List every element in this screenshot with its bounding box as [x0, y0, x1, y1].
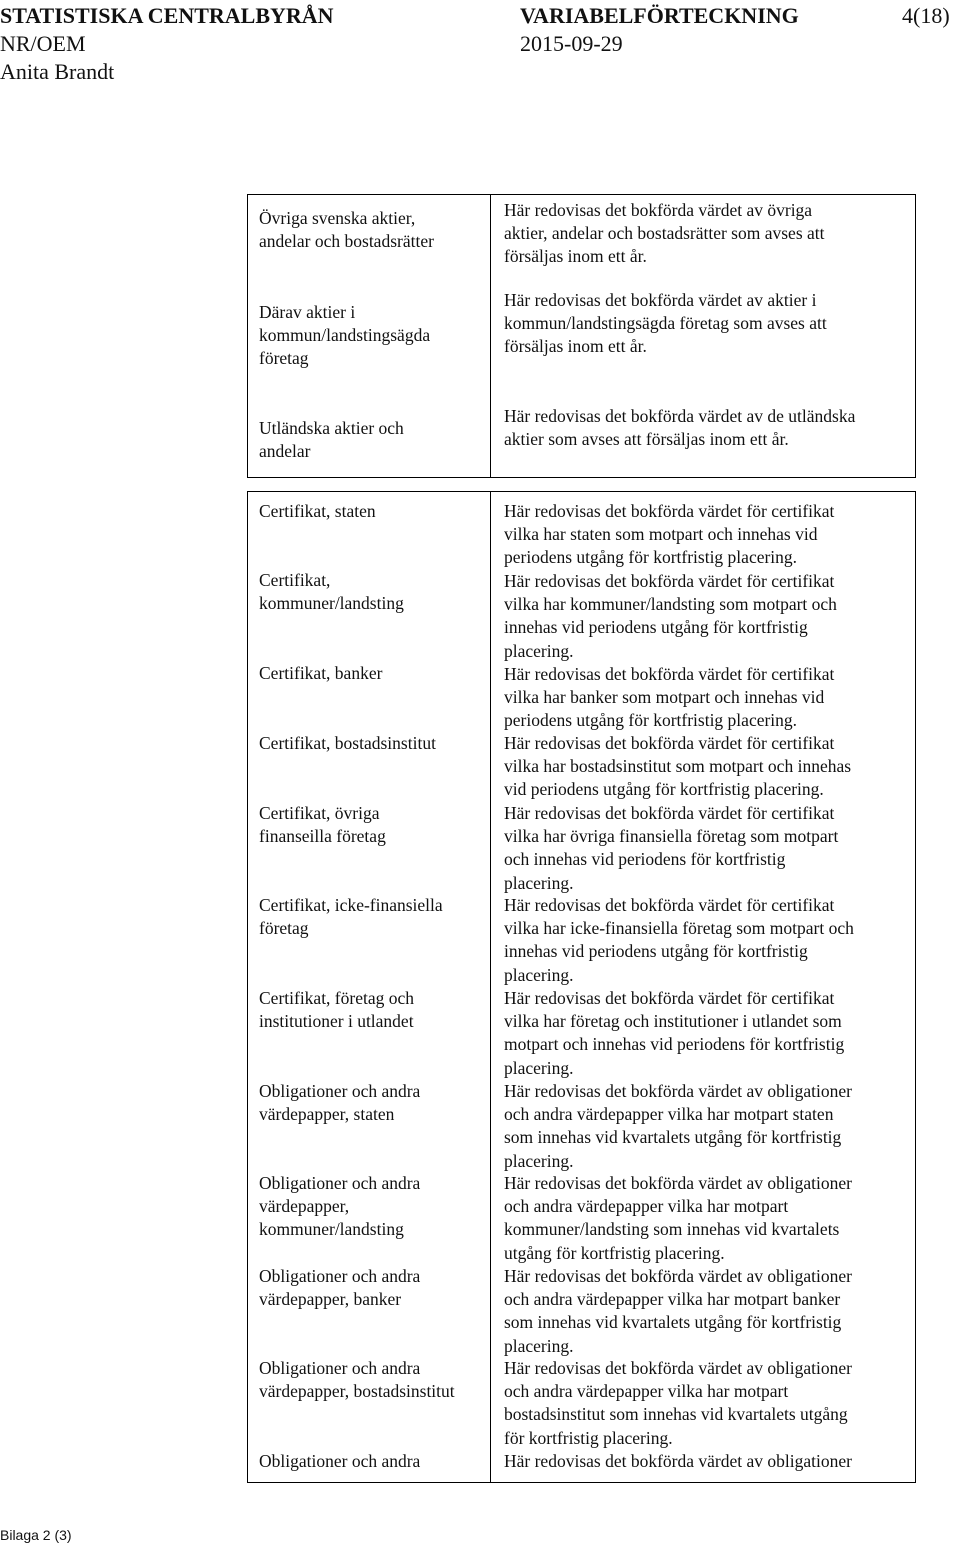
organization-name: STATISTISKA CENTRALBYRÅN [0, 3, 334, 28]
term-cell: Obligationer och andra [259, 1451, 421, 1471]
term-cell: Certifikat, staten [259, 501, 376, 521]
document-date: 2015-09-29 [520, 31, 623, 56]
term-cell: Därav aktier i kommun/landstingsägda företag [259, 302, 431, 369]
term-cell: Obligationer och andra värdepapper, bostadsinstitut [259, 1358, 455, 1402]
description-cell: Här redovisas det bokförda värdet av obligationer [504, 1451, 852, 1471]
description-cell: Här redovisas det bokförda värdet för certifikat vilka har icke-finansiella företag som motpart och innehas vid periodens utgång för kortfristig placering. [504, 895, 854, 985]
description-cell: Här redovisas det bokförda värdet av aktier i kommun/landstingsägda företag som avses att försäljas inom ett år. [504, 290, 827, 357]
department: NR/OEM [0, 31, 86, 56]
description-cell: Här redovisas det bokförda värdet av de utländska aktier som avses att försäljas inom ett år. [504, 406, 856, 450]
document-title: VARIABELFÖRTECKNING [520, 3, 799, 28]
page-header [0, 0, 960, 90]
description-cell: Här redovisas det bokförda värdet av obligationer och andra värdepapper vilka har motpart banker som innehas vid kvartalets utgång för kortfristig placering. [504, 1266, 852, 1356]
column-divider [490, 492, 491, 1482]
description-cell: Här redovisas det bokförda värdet av obligationer och andra värdepapper vilka har motpart bostadsinstitut som innehas vid kvartalets utgång för kortfristig placering. [504, 1358, 852, 1448]
description-cell: Här redovisas det bokförda värdet för certifikat vilka har banker som motpart och innehas vid periodens utgång för kortfristig placering. [504, 664, 835, 731]
term-cell: Certifikat, kommuner/landsting [259, 570, 404, 614]
term-cell: Certifikat, bostadsinstitut [259, 733, 436, 753]
description-cell: Här redovisas det bokförda värdet av övriga aktier, andelar och bostadsrätter som avses att försäljas inom ett år. [504, 200, 825, 267]
term-cell: Utländska aktier och andelar [259, 418, 404, 462]
term-cell: Certifikat, övriga finanseilla företag [259, 803, 386, 847]
description-cell: Här redovisas det bokförda värdet för certifikat vilka har kommuner/landsting som motpart och innehas vid periodens utgång för kortfristig placering. [504, 571, 837, 661]
description-cell: Här redovisas det bokförda värdet av obligationer och andra värdepapper vilka har motpart kommuner/landsting som innehas vid kvartalets utgång för kortfristig placering. [504, 1173, 852, 1263]
term-cell: Övriga svenska aktier, andelar och bostadsrätter [259, 208, 434, 252]
variable-table-2 [247, 491, 916, 1483]
author: Anita Brandt [0, 59, 115, 84]
description-cell: Här redovisas det bokförda värdet av obligationer och andra värdepapper vilka har motpart staten som innehas vid kvartalets utgång för kortfristig placering. [504, 1081, 852, 1171]
term-cell: Certifikat, företag och institutioner i utlandet [259, 988, 415, 1032]
term-cell: Obligationer och andra värdepapper, banker [259, 1266, 421, 1310]
variable-table-1 [247, 194, 916, 478]
page-number: 4(18) [902, 3, 950, 28]
footer-label: Bilaga 2 (3) [0, 1527, 72, 1543]
description-cell: Här redovisas det bokförda värdet för certifikat vilka har bostadsinstitut som motpart och innehas vid periodens utgång för kortfristig placering. [504, 733, 852, 800]
term-cell: Obligationer och andra värdepapper, staten [259, 1081, 421, 1125]
description-cell: Här redovisas det bokförda värdet för certifikat vilka har övriga finansiella företag som motpart och innehas vid periodens för kortfristig placering. [504, 803, 839, 893]
description-cell: Här redovisas det bokförda värdet för certifikat vilka har staten som motpart och innehas vid periodens utgång för kortfristig placering. [504, 501, 835, 568]
term-cell: Certifikat, icke-finansiella företag [259, 895, 443, 939]
column-divider [490, 195, 491, 477]
term-cell: Obligationer och andra värdepapper, kommuner/landsting [259, 1173, 421, 1240]
term-cell: Certifikat, banker [259, 663, 383, 683]
description-cell: Här redovisas det bokförda värdet för certifikat vilka har företag och institutioner i utlandet som motpart och innehas vid periodens för kortfristig placering. [504, 988, 845, 1078]
